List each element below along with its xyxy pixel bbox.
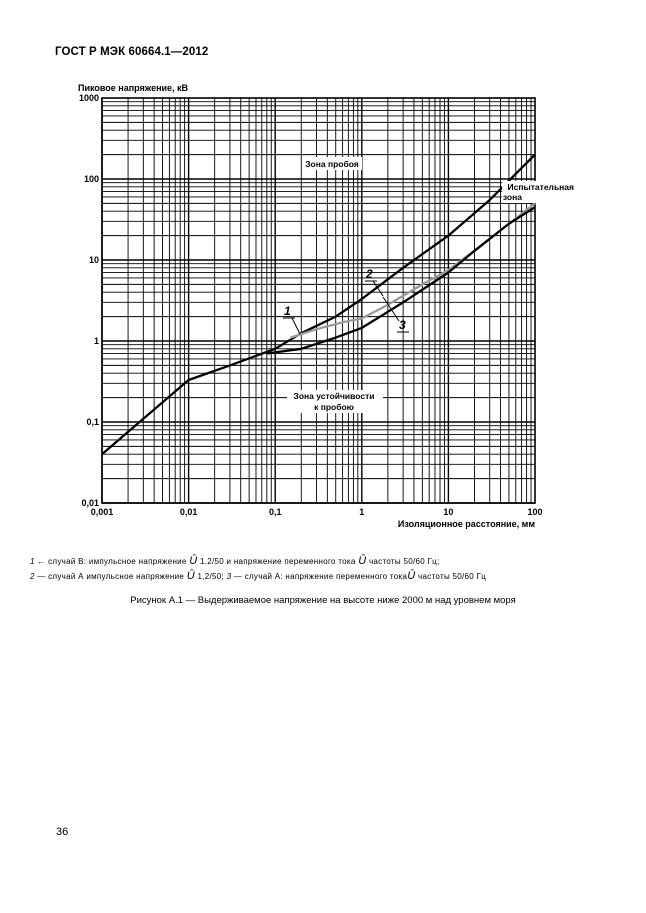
legend-num-1: 1 (30, 557, 35, 566)
legend-text: 1.2/50 и напряжение переменного тока (197, 557, 359, 566)
y-tick-label: 1000 (78, 93, 99, 103)
x-tick-label: 0,01 (179, 507, 198, 517)
legend-text: ← случай В: импульсное напряжение (34, 557, 190, 566)
y-tick-label: 1 (93, 336, 99, 346)
y-tick-label: 100 (83, 174, 99, 184)
legend-text: — случай А: напряжение переменного тока (231, 572, 408, 581)
legend-symbol: Û (407, 570, 416, 582)
legend-line-1 (30, 555, 620, 567)
x-tick-label: 100 (527, 507, 543, 517)
x-tick-label: 1 (359, 507, 365, 517)
page-number: 36 (56, 826, 69, 838)
curve-label-2: 2 (366, 267, 373, 281)
x-tick-label: 0,1 (268, 507, 282, 517)
curve-label-1-leader (292, 318, 300, 334)
zone-withstand-label-line2: к пробою (314, 402, 354, 412)
legend-symbol: Û (186, 570, 195, 582)
document-header: ГОСТ Р МЭК 60664.1—2012 (55, 46, 209, 58)
legend-num-3: 3 (226, 572, 232, 581)
zone-withstand-label-line1: Зона устойчивости (293, 391, 375, 401)
curve-label-3: 3 (399, 318, 406, 332)
x-axis-label: Изоляционное расстояние, мм (397, 519, 535, 529)
y-tick-label: 0,1 (86, 417, 99, 427)
legend-line-2 (30, 570, 620, 582)
y-tick-label: 10 (88, 255, 99, 265)
legend-symbol: Û (358, 555, 367, 567)
y-axis-label: Пиковое напряжение, кВ (78, 83, 189, 93)
x-tick-label: 10 (443, 507, 454, 517)
legend-symbol: Û (189, 555, 198, 567)
legend-text: — случай А импульсное напряжение (34, 572, 187, 581)
x-tick-label: 0,001 (90, 507, 114, 517)
curve-label-1: 1 (284, 304, 291, 318)
zone-test-label-line2: зона (502, 192, 522, 202)
legend-text: частоты 50/60 Гц; (366, 557, 440, 566)
y-tick-label: 0,01 (81, 498, 99, 508)
figure-caption: Рисунок А.1 — Выдерживаемое напряжение на высоте ниже 2000 м над уровнем моря (130, 595, 516, 606)
tick-labels (79, 93, 543, 517)
zone-breakdown-label: Зона пробоя (305, 159, 359, 169)
legend-text: 1,2/50; (194, 572, 227, 581)
zone-test-label-line1: Испытательная (507, 182, 574, 192)
legend-num-2: 2 (30, 572, 35, 581)
legend-text: частоты 50/60 Гц (415, 572, 487, 581)
